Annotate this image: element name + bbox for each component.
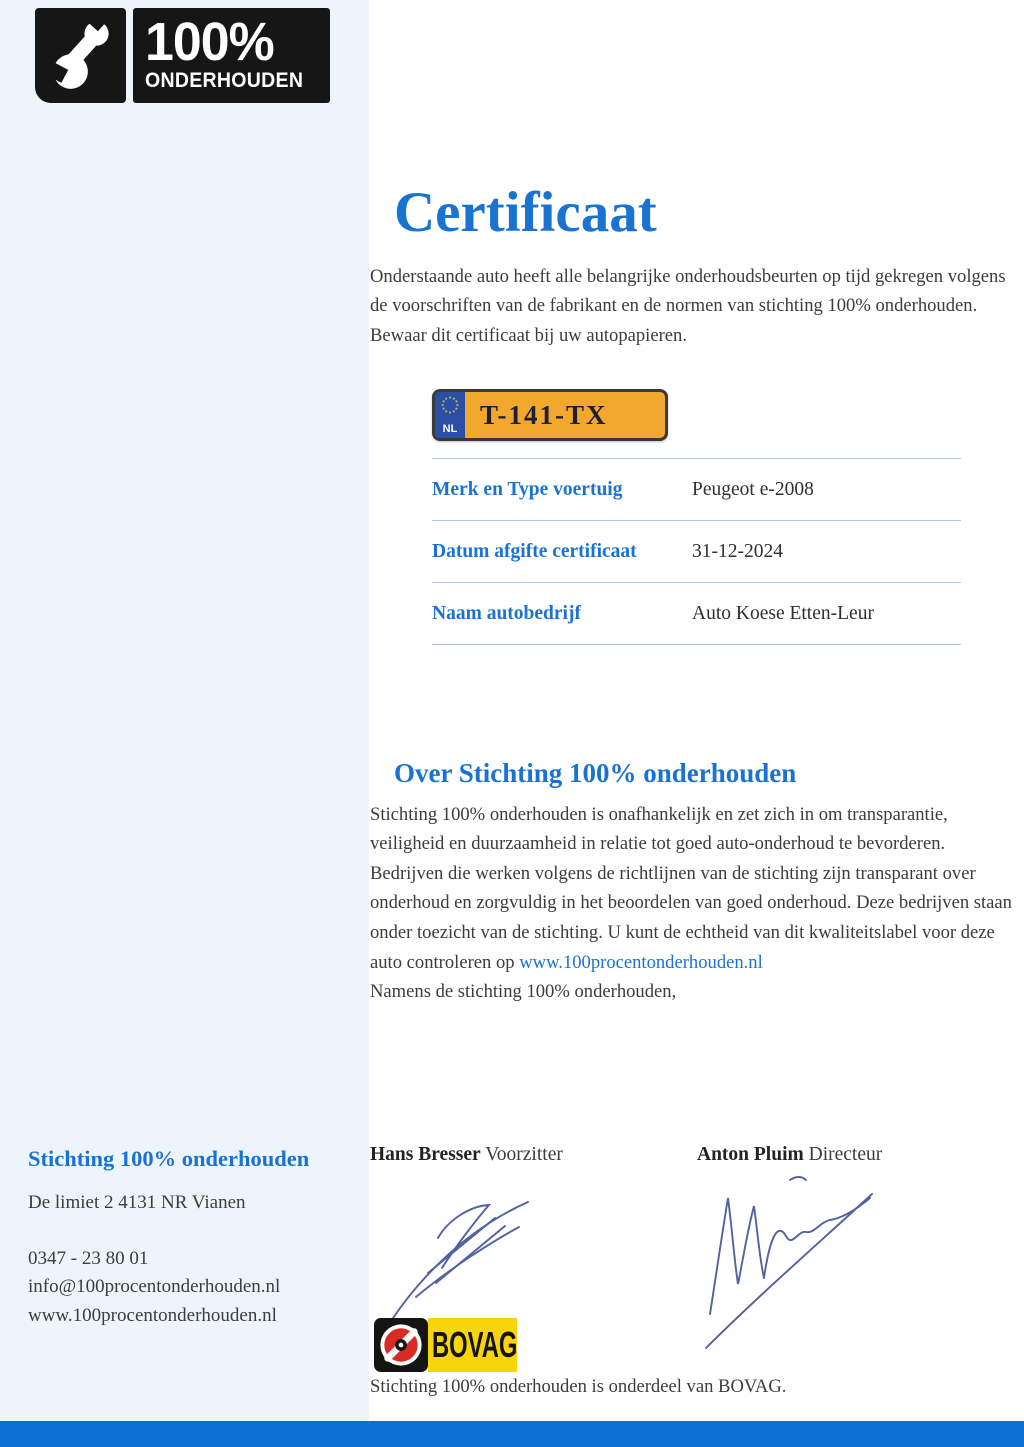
row-label: Naam autobedrijf bbox=[432, 602, 581, 624]
plate-number: T-141-TX bbox=[480, 399, 608, 430]
row-value: Peugeot e-2008 bbox=[692, 478, 814, 500]
about-text-closing: Namens de stichting 100% onderhouden, bbox=[370, 981, 677, 1003]
eu-strip bbox=[435, 392, 465, 438]
signature-hans-bresser-icon bbox=[376, 1176, 561, 1341]
row-label: Merk en Type voertuig bbox=[432, 478, 623, 500]
bovag-wordmark: BOVAG bbox=[432, 1324, 518, 1365]
about-section-heading: Over Stichting 100% onderhouden bbox=[394, 758, 797, 789]
signer-name: Anton Pluim bbox=[697, 1144, 804, 1165]
vehicle-details-table bbox=[432, 458, 961, 645]
bottom-accent-bar bbox=[0, 1421, 1024, 1447]
bovag-wordmark-block bbox=[428, 1318, 517, 1372]
row-label: Datum afgifte certificaat bbox=[432, 540, 637, 562]
bovag-wheel-icon bbox=[374, 1318, 428, 1377]
table-row bbox=[432, 520, 961, 582]
plate-country-code: NL bbox=[442, 423, 458, 435]
contact-heading: Stichting 100% onderhouden bbox=[28, 1146, 310, 1171]
contact-email: info@100procentonderhouden.nl bbox=[28, 1276, 281, 1297]
contact-block bbox=[28, 1146, 358, 1330]
signature-right-caption bbox=[697, 1144, 882, 1166]
bovag-caption: Stichting 100% onderhouden is onderdeel van BOVAG. bbox=[370, 1376, 787, 1397]
signer-name: Hans Bresser bbox=[370, 1144, 481, 1165]
wrench-logo-block bbox=[35, 8, 126, 103]
contact-phone: 0347 - 23 80 01 bbox=[28, 1247, 149, 1269]
bovag-logo bbox=[374, 1318, 517, 1377]
license-plate bbox=[432, 389, 668, 441]
table-row bbox=[432, 458, 961, 520]
table-row bbox=[432, 582, 961, 645]
signature-left-caption bbox=[370, 1144, 563, 1166]
wrench-icon bbox=[42, 12, 120, 99]
logo-text-block bbox=[133, 8, 330, 103]
verification-link[interactable]: www.100procentonderhouden.nl bbox=[519, 951, 763, 973]
stichting-100-logo bbox=[35, 8, 330, 103]
about-text: Stichting 100% onderhouden is onafhankelijk en zet zich in om transparantie, veiligheid en duurzaamheid in relatie tot goed auto-onderhoud te bevorderen. Bedrijven die werken volgens de richtlijnen van de stichting zijn transparant over onderhoud en zorgvuldig in het beoordelen van goed onderhoud. Deze bedrijven staan onder toezicht van de stichting. U kunt de echtheid van dit kwaliteitslabel voor deze auto controleren op bbox=[370, 803, 1012, 973]
contact-address: De limiet 2 4131 NR Vianen bbox=[28, 1192, 246, 1213]
row-value: 31-12-2024 bbox=[692, 540, 783, 562]
row-value: Auto Koese Etten-Leur bbox=[692, 602, 874, 624]
signer-role: Voorzitter bbox=[485, 1144, 563, 1165]
logo-percent-label: 100% bbox=[145, 11, 274, 72]
page-title: Certificaat bbox=[394, 181, 657, 245]
about-paragraph bbox=[370, 800, 1022, 1007]
signature-anton-pluim-icon bbox=[698, 1166, 888, 1351]
logo-word-label: ONDERHOUDEN bbox=[145, 69, 304, 93]
contact-website: www.100procentonderhouden.nl bbox=[28, 1304, 277, 1326]
eu-stars-icon bbox=[440, 395, 460, 420]
intro-paragraph: Onderstaande auto heeft alle belangrijke onderhoudsbeurten op tijd gekregen volgens de voorschriften van de fabrikant en de normen van stichting 100% onderhouden. Bewaar dit certificaat bij uw autopapieren. bbox=[370, 265, 1006, 346]
signer-role: Directeur bbox=[808, 1144, 883, 1165]
